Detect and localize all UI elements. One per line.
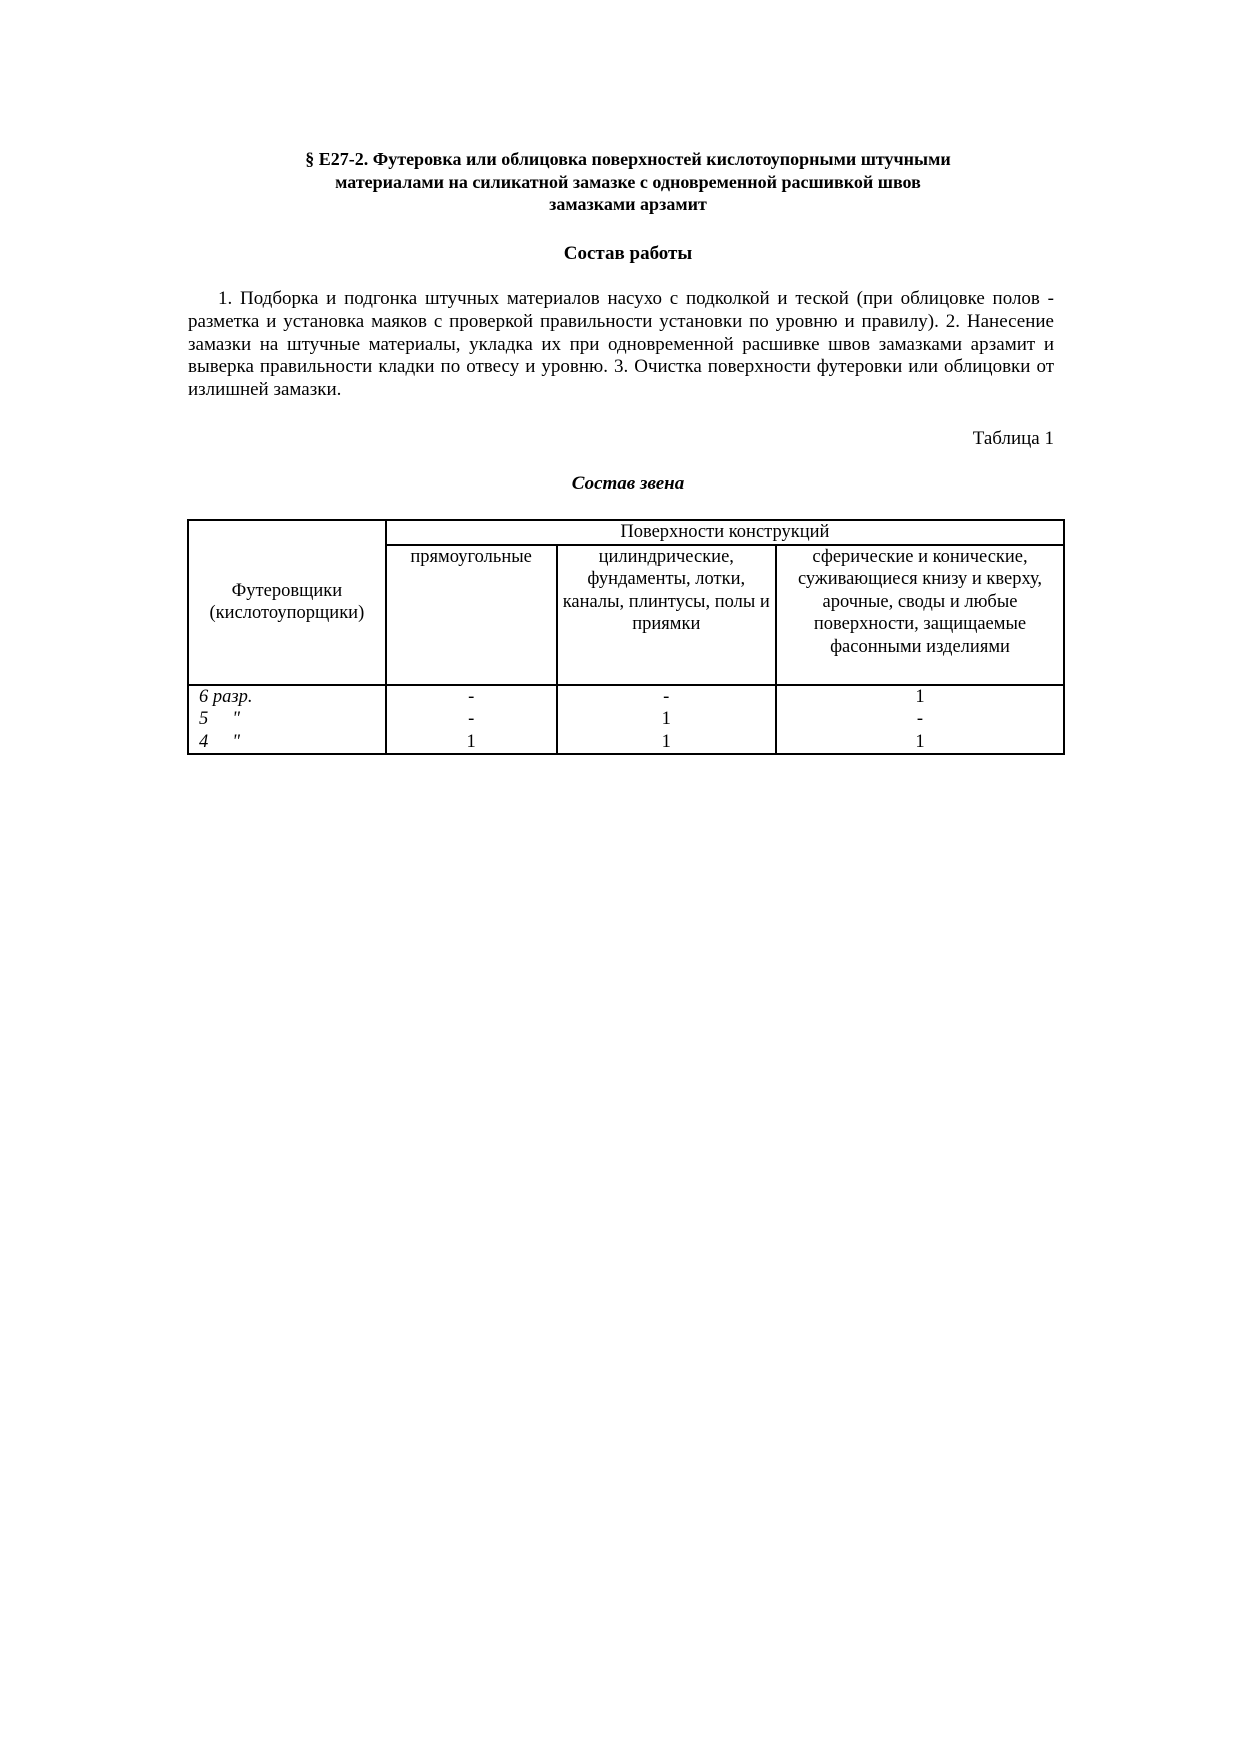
value-cell: 1: [557, 708, 777, 731]
rank-cell: [188, 708, 386, 731]
table-caption: Состав звена: [571, 473, 685, 494]
ditto-mark: ": [232, 731, 241, 752]
ditto-mark: ": [232, 709, 241, 729]
table-row: [188, 731, 1064, 755]
value-cell: 1: [776, 685, 1064, 709]
table-number: Таблица 1: [972, 428, 1054, 449]
value-cell: -: [386, 708, 557, 731]
work-description: 1. Подборка и подгонка штучных материалов насухо с подколкой и теской (при облицовке полов - разметка и установка маяков с проверкой правильности установки по уровню и правилу). 2. Нанесение замазки на штучные материалы, укладка их при одновременной расшивке швов замазками арзамит и выверка правильности кладки по отвесу и уровню. 3. Очистка поверхности футеровки или облицовки от излишней замазки.: [188, 288, 1054, 401]
crew-table: [187, 519, 1065, 755]
value-cell: 1: [776, 731, 1064, 755]
value-cell: 1: [557, 731, 777, 755]
table-row: [188, 685, 1064, 709]
column-header-cell: цилиндрические, фундаменты, лотки, каналы, плинтусы, полы и приямки: [557, 545, 777, 685]
value-cell: -: [557, 685, 777, 709]
value-cell: -: [776, 708, 1064, 731]
work-heading: Состав работы: [563, 243, 693, 264]
table-row: [188, 708, 1064, 731]
rank-number: 4: [199, 731, 209, 752]
title-line: материалами на силикатной замазке с одновременной расшивкой швов: [335, 171, 921, 192]
value-cell: -: [386, 685, 557, 709]
rank-cell: [188, 731, 386, 755]
column-header-cell: прямоугольные: [386, 545, 557, 685]
rank-cell: 6 разр.: [188, 685, 386, 709]
group-header-cell: Поверхности конструкций: [386, 520, 1064, 545]
row-header-cell: Футеровщики (кислотоупорщики): [188, 520, 386, 685]
document-title: [188, 148, 1068, 216]
title-line: § Е27-2. Футеровка или облицовка поверхностей кислотоупорными штучными: [305, 149, 951, 169]
title-line: замазками арзамит: [549, 194, 707, 214]
value-cell: 1: [386, 731, 557, 755]
column-header-cell: сферические и конические, суживающиеся книзу и кверху, арочные, своды и любые поверхности, защищаемые фасонными изделиями: [776, 545, 1064, 685]
rank-number: 5: [199, 709, 209, 729]
